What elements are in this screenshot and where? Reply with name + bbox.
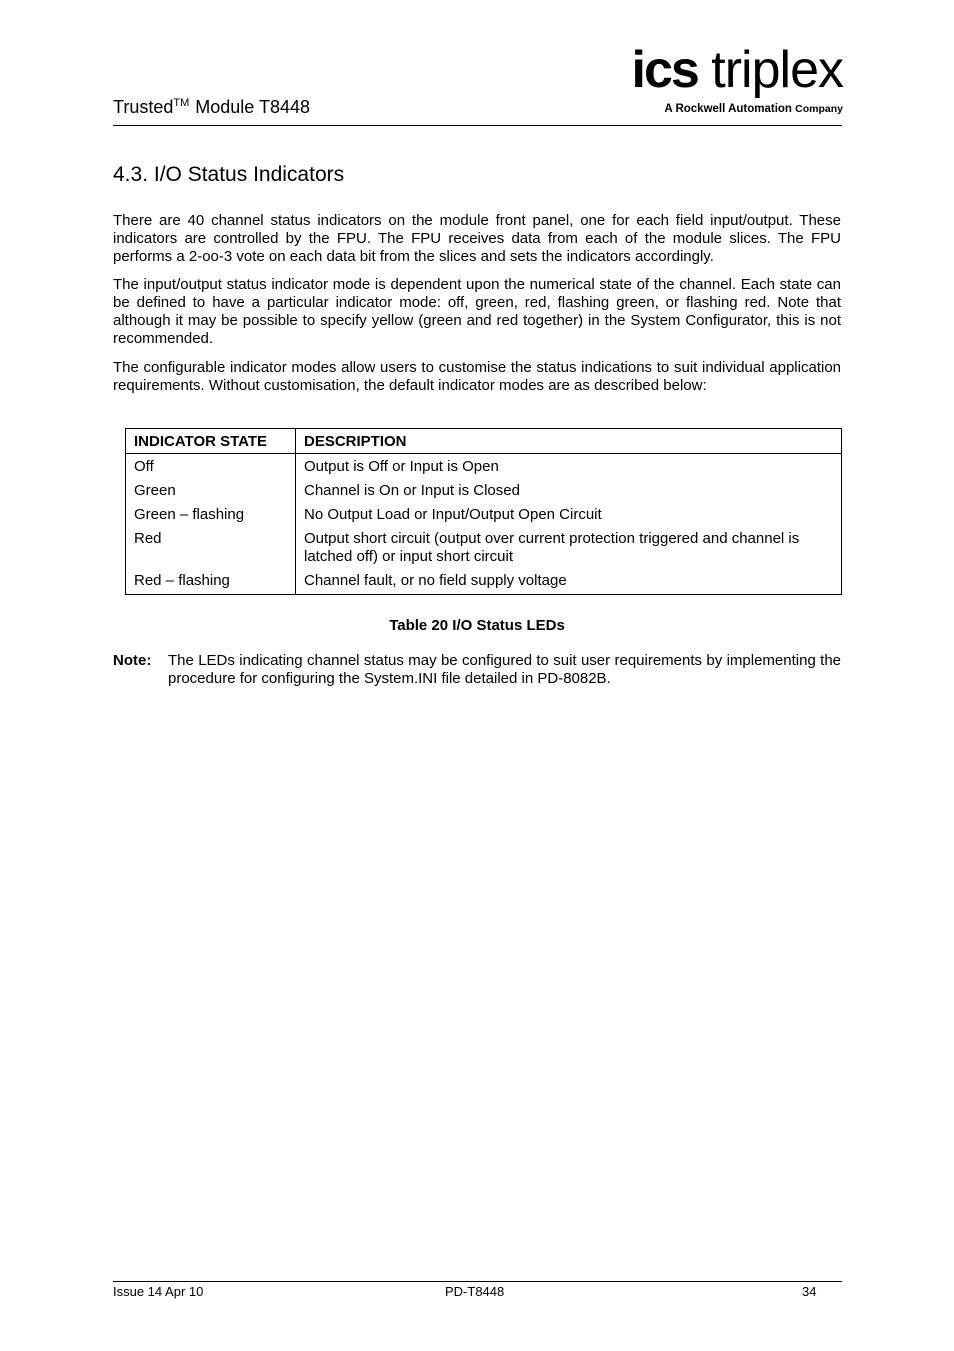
table-row [126, 479, 842, 503]
company-logo [610, 42, 843, 122]
description-cell: No Output Load or Input/Output Open Circuit [296, 503, 842, 527]
indicator-state-cell: Green – flashing [126, 503, 296, 527]
table-header-row [126, 429, 842, 454]
logo-wordmark [632, 42, 843, 98]
logo-tagline-company: Company [795, 103, 843, 115]
header-divider [113, 125, 842, 126]
indicator-state-cell: Off [126, 454, 296, 480]
body-paragraph: The configurable indicator modes allow users to customise the status indications to suit individual application requirements. Without customisation, the default indicator modes are as described below: [113, 359, 841, 394]
footer-issue: Issue 14 Apr 10 [113, 1284, 204, 1299]
note-label: Note: [113, 652, 152, 669]
footer-divider [113, 1281, 842, 1282]
indicator-status-table [125, 428, 842, 595]
logo-ics: ics [631, 41, 698, 99]
column-header-indicator-state: INDICATOR STATE [126, 429, 296, 454]
description-cell: Output is Off or Input is Open [296, 454, 842, 480]
table-row [126, 569, 842, 595]
document-header-title [113, 96, 310, 121]
logo-tagline-main: A Rockwell Automation [664, 103, 792, 115]
header-title-suffix: Module T8448 [190, 97, 311, 117]
indicator-state-cell: Red – flashing [126, 569, 296, 595]
note-text: The LEDs indicating channel status may be configured to suit user requirements by implementing the procedure for configuring the System.INI file detailed in PD-8082B. [168, 652, 841, 687]
trademark-superscript: TM [173, 97, 190, 109]
body-paragraph: The input/output status indicator mode is dependent upon the numerical state of the channel. Each state can be defined to have a particular indicator mode: off, green, red, flashing green, or flashing red. Note that although it may be possible to specify yellow (green and red together) in the System Configurator, this is not recommended. [113, 276, 841, 347]
footer-document-id: PD-T8448 [445, 1284, 505, 1299]
footer-page-number: 34 [802, 1284, 817, 1299]
table-caption: Table 20 I/O Status LEDs [389, 617, 565, 634]
table-row [126, 503, 842, 527]
table-row [126, 527, 842, 569]
description-cell: Channel is On or Input is Closed [296, 479, 842, 503]
logo-triplex: triplex [711, 41, 843, 99]
header-title-prefix: Trusted [113, 97, 174, 117]
logo-tagline [664, 103, 843, 115]
table-row [126, 454, 842, 480]
column-header-description: DESCRIPTION [296, 429, 842, 454]
description-cell: Channel fault, or no field supply voltage [296, 569, 842, 595]
indicator-state-cell: Red [126, 527, 296, 569]
description-cell: Output short circuit (output over current protection triggered and channel is latched off) or input short circuit [296, 527, 842, 569]
indicator-state-cell: Green [126, 479, 296, 503]
body-paragraph: There are 40 channel status indicators on the module front panel, one for each field input/output. These indicators are controlled by the FPU. The FPU receives data from each of the module slices. The FPU performs a 2-oo-3 vote on each data bit from the slices and sets the indicators accordingly. [113, 212, 841, 265]
section-heading: 4.3. I/O Status Indicators [113, 163, 345, 186]
